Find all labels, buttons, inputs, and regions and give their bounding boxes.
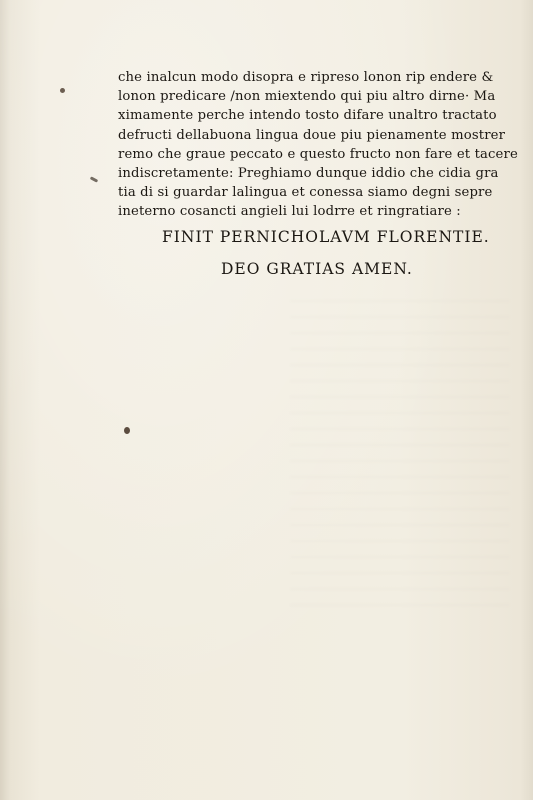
text-line: che inalcun modo disopra e ripreso lonon rip endere & bbox=[118, 70, 494, 85]
text-line: ximamente perche intendo tosto difare unaltro tractato bbox=[118, 108, 497, 124]
text-line: ineterno cosancti angieli lui lodrre et ringratiare : bbox=[118, 204, 461, 220]
text-line: indiscretamente: Preghiamo dunque iddio che cidia gra bbox=[118, 166, 499, 182]
colophon-line-2: DEO GRATIAS AMEN. bbox=[221, 260, 413, 278]
text-line: defructi dellabuona lingua doue piu pienamente mostrer bbox=[118, 127, 506, 143]
colophon-line-1: FINIT PERNICHOLAVM FLORENTIE. bbox=[162, 228, 490, 246]
show-through-texture bbox=[290, 300, 510, 620]
ink-spot bbox=[60, 88, 65, 93]
text-line: tia di si guardar lalingua et conessa siamo degni sepre bbox=[118, 185, 493, 201]
body-text bbox=[118, 68, 518, 222]
ink-spot bbox=[124, 427, 130, 434]
ink-spot bbox=[90, 176, 98, 182]
text-line: lonon predicare /non miextendo qui piu altro dirne· Ma bbox=[118, 89, 496, 105]
text-line: remo che graue peccato e questo fructo non fare et tacere bbox=[118, 146, 518, 162]
